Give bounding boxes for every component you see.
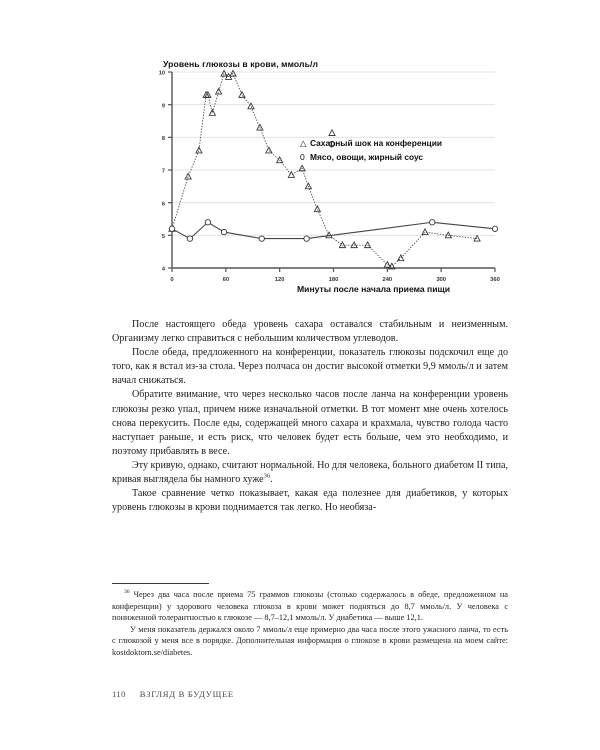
legend-item-circle bbox=[300, 152, 423, 162]
footnote-marker: 36 bbox=[124, 589, 130, 596]
paragraph-3: Обратите внимание, что через несколько часов после ланча на конференции уровень глюкозы резко упал, причем ниже изначальной отметки. В тот момент мне очень хотелось снова перекусить. После еды, содержащей много сахара и крахмала, чувство голода часто наступает раньше, и есть риск, что человек будет есть больше, чем это необходимо, и поэтому прибавлять в весе. bbox=[112, 389, 508, 457]
footnote-1 bbox=[112, 589, 508, 624]
svg-text:7: 7 bbox=[161, 168, 165, 175]
legend-label-1: Сахарный шок на конференции bbox=[310, 138, 442, 148]
svg-text:5: 5 bbox=[161, 233, 165, 240]
legend-item-triangle bbox=[300, 138, 442, 149]
x-axis-title: Минуты после начала приема пищи bbox=[297, 284, 451, 294]
footnote-2: У меня показатель держался около 7 ммоль/л еще примерно два часа после этого ужасного ланча, то есть с глюкозой у меня все в порядке. Дополнительная информация о глюкозе в крови размещена на моем сайте: kostdoktorn.se/diabetes. bbox=[112, 624, 508, 657]
footnote-separator bbox=[112, 583, 209, 584]
circle-marker-icon: 0 bbox=[300, 152, 305, 162]
triangle-marker-icon: △ bbox=[300, 138, 307, 148]
svg-text:360: 360 bbox=[490, 277, 500, 283]
svg-text:6: 6 bbox=[161, 201, 165, 208]
svg-text:0: 0 bbox=[170, 277, 174, 283]
svg-text:4: 4 bbox=[161, 266, 165, 273]
paragraph-1: После настоящего обеда уровень сахара оставался стабильным и неизменным. Организму легко справиться с небольшим количеством углеводов. bbox=[112, 319, 508, 345]
svg-text:180: 180 bbox=[328, 277, 339, 283]
y-axis-ticks bbox=[159, 71, 172, 273]
footnotes-block bbox=[112, 589, 508, 659]
svg-text:240: 240 bbox=[382, 277, 393, 283]
footnote-1-text: Через два часа после приема 75 граммов глюкозы (столько содержалось в обеде, предложенном на конференции) у здорового человека глюкоза в крови может подняться до 8,7 ммоль/л. У человека с пониженной толерантностью к глюкозе — 8,7–12,1 ммоль/л. У диабетика — выше 12,1. bbox=[112, 590, 508, 623]
x-axis-ticks bbox=[170, 268, 499, 283]
body-text bbox=[112, 318, 508, 515]
svg-text:9: 9 bbox=[161, 103, 165, 110]
svg-text:120: 120 bbox=[274, 277, 285, 283]
svg-text:8: 8 bbox=[161, 135, 165, 142]
svg-text:10: 10 bbox=[158, 70, 165, 77]
footnote-reference: 36 bbox=[263, 472, 271, 480]
svg-text:60: 60 bbox=[222, 277, 230, 283]
running-footer bbox=[112, 689, 234, 699]
svg-text:300: 300 bbox=[436, 277, 447, 283]
paragraph-5: Такое сравнение четко показывает, какая еда полезнее для диабетиков, у которых уровень глюкозы в крови поднимается так легко. Но необяза- bbox=[112, 488, 508, 514]
running-title: ВЗГЛЯД В БУДУЩЕЕ bbox=[139, 689, 234, 699]
paragraph-4: Эту кривую, однако, считают нормальной. Но для человека, больного диабетом II типа, кривая выглядела бы намного хуже$^{36}$. bbox=[112, 459, 508, 486]
glucose-chart-figure bbox=[0, 45, 600, 310]
chart-plot bbox=[0, 45, 600, 310]
chart-title: Уровень глюкозы в крови, ммоль/л bbox=[163, 59, 319, 69]
legend-label-2: Мясо, овощи, жирный соус bbox=[310, 152, 424, 162]
page-number: 110 bbox=[112, 689, 126, 699]
paragraph-2: После обеда, предложенного на конференции, показатель глюкозы подскочил еще до того, как я встал из-за стола. Через полчаса он достиг высокой отметки 9,9 ммоль/л и затем начал снижаться. bbox=[112, 347, 508, 387]
paragraph-4-text: Эту кривую, однако, считают нормальной. Но для человека, больного диабетом II типа, кривая выглядела бы намного хуже bbox=[112, 459, 508, 486]
